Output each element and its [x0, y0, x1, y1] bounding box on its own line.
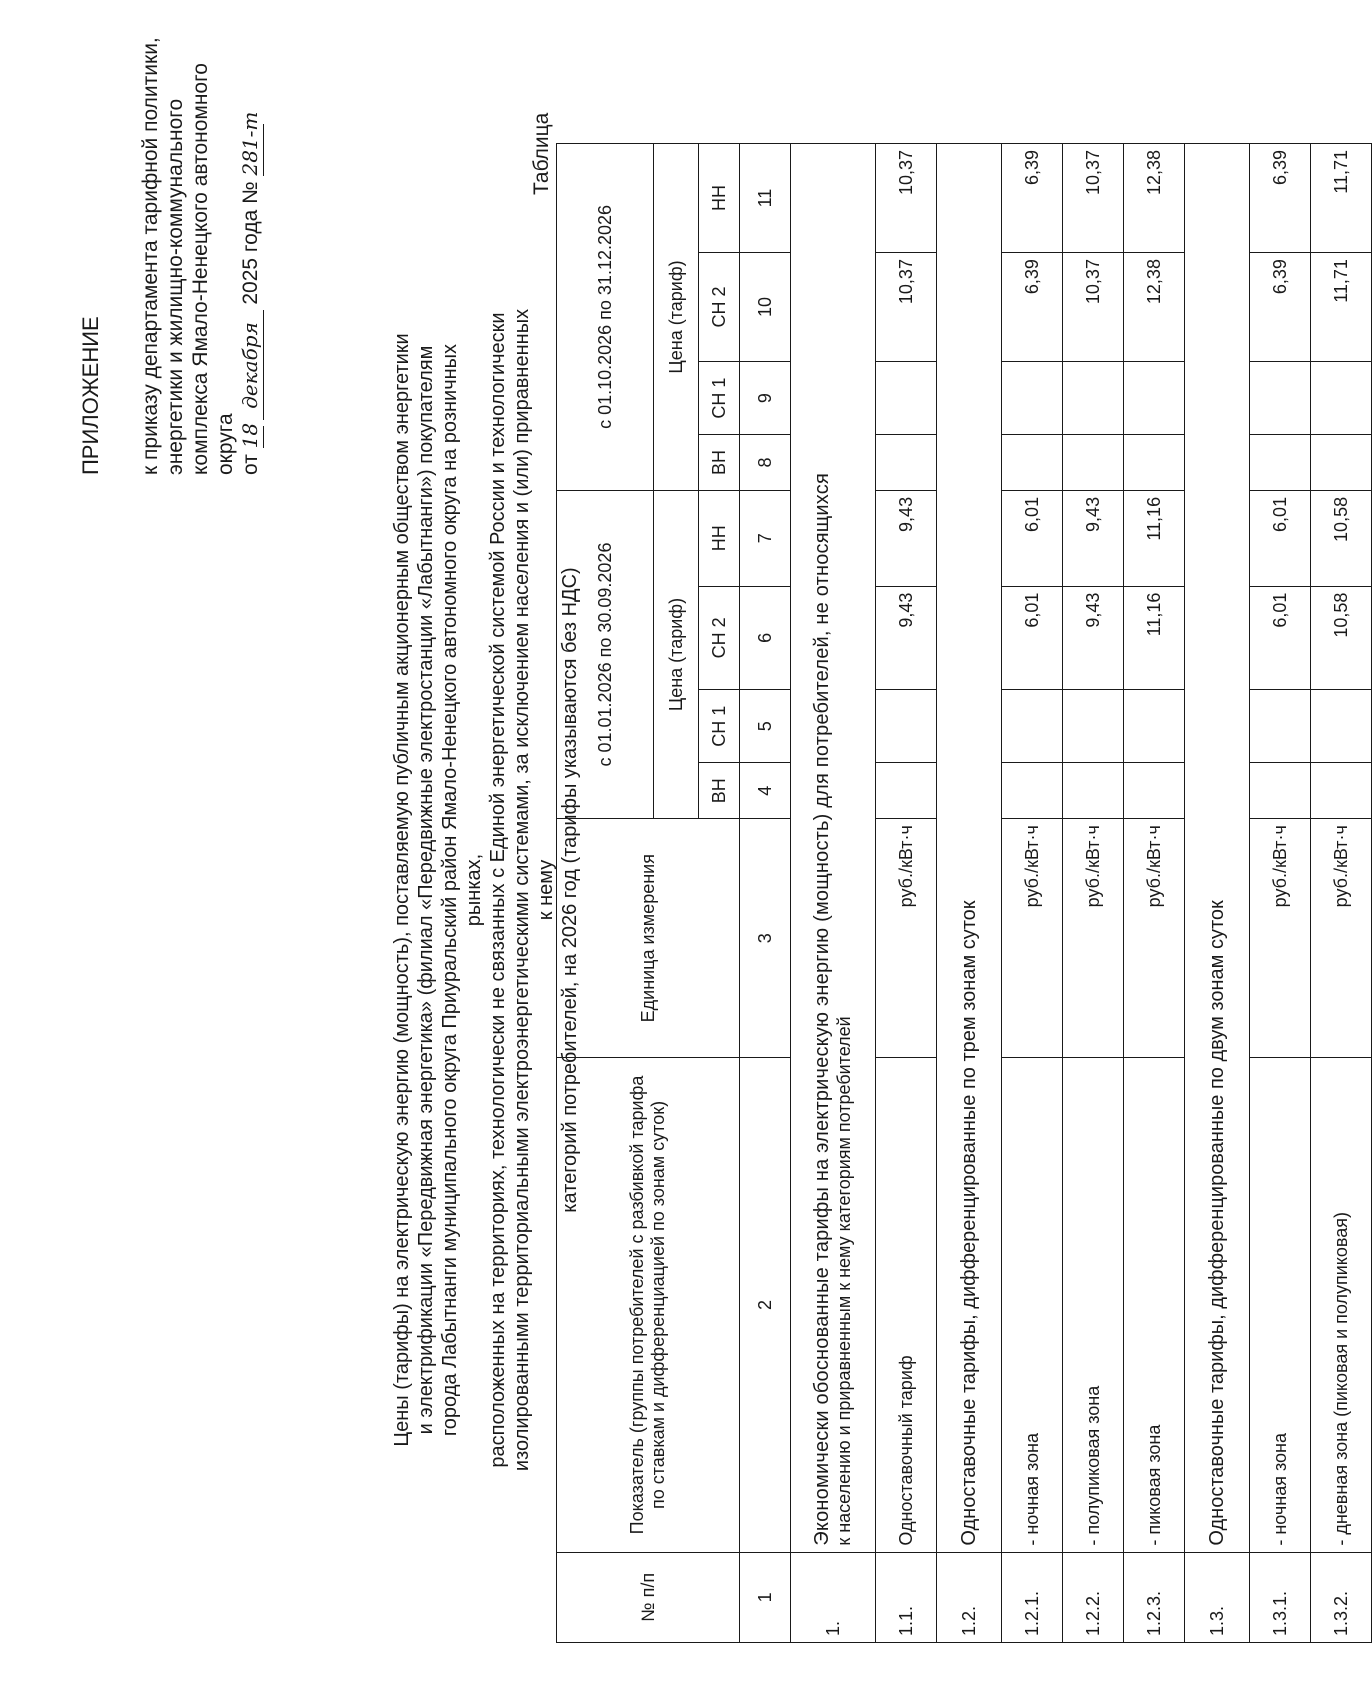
title-line: города Лабытнанги муниципального округа Приуральский район Ямало-Ненецкого автономного округа на розничных рынках, [439, 343, 485, 1437]
price-cell: 6,39 [1002, 144, 1063, 253]
table-row [1063, 144, 1124, 1643]
row-number: 1.3. [1185, 1552, 1250, 1642]
row-number: 1. [791, 1552, 876, 1642]
document-title [390, 305, 582, 1475]
row-number: 1.2.3. [1124, 1552, 1185, 1642]
approval-line: комплекса Ямало-Ненецкого автономного [189, 63, 212, 475]
approval-line: округа [214, 413, 237, 475]
table-row [876, 144, 937, 1643]
handwritten-month: декабря [238, 310, 264, 420]
price-cell [1002, 362, 1063, 435]
price-cell [1250, 763, 1311, 819]
section-row [791, 144, 876, 1643]
price-cell: 9,43 [876, 586, 937, 690]
header-period-1: с 01.01.2026 по 30.09.2026 [557, 490, 654, 818]
price-cell [1250, 362, 1311, 435]
price-cell: 10,37 [876, 253, 937, 362]
voltage-level: ВН [699, 435, 740, 491]
handwritten-order-number: 281-т [238, 111, 262, 176]
price-cell: 12,38 [1124, 253, 1185, 362]
price-cell [1063, 763, 1124, 819]
price-cell: 9,43 [1063, 586, 1124, 690]
date-prefix: от [239, 454, 262, 475]
price-cell: 11,71 [1311, 144, 1372, 253]
column-index: 8 [740, 435, 791, 491]
price-cell [1250, 435, 1311, 491]
price-cell [876, 763, 937, 819]
table-row [1250, 144, 1311, 1643]
column-index: 11 [740, 144, 791, 253]
price-cell [1063, 362, 1124, 435]
column-index: 6 [740, 586, 791, 690]
approval-line: к приказу департамента тарифной политики, [139, 37, 162, 475]
title-line: Цены (тарифы) на электрическую энергию (мощность), поставляемую публичным акционерным обществом энергетики [391, 333, 413, 1447]
section-title [791, 144, 876, 1553]
table-header-row [557, 144, 654, 1643]
price-cell: 10,58 [1311, 586, 1372, 690]
column-index: 9 [740, 362, 791, 435]
row-name: - дневная зона (пиковая и полупиковая) [1311, 1058, 1372, 1552]
price-cell [876, 435, 937, 491]
row-name: - ночная зона [1002, 1058, 1063, 1552]
column-index: 3 [740, 819, 791, 1058]
price-cell: 11,71 [1311, 253, 1372, 362]
section-title-line: Экономически обоснованные тарифы на электрическую энергию (мощность) для потребителей, не относящихся [811, 472, 833, 1546]
price-cell: 10,37 [1063, 144, 1124, 253]
price-cell [1002, 690, 1063, 763]
tariff-table [556, 143, 1372, 1643]
appendix-heading: ПРИЛОЖЕНИЕ [78, 316, 103, 475]
voltage-level: НН [699, 144, 740, 253]
row-name: Одноставочный тариф [876, 1058, 937, 1552]
price-cell: 9,43 [876, 490, 937, 586]
row-name: - полупиковая зона [1063, 1058, 1124, 1552]
section-title: Одноставочные тарифы, дифференцированные по двум зонам суток [1185, 144, 1250, 1553]
price-cell [1124, 435, 1185, 491]
price-cell: 10,58 [1311, 490, 1372, 586]
row-unit: руб./кВт·ч [1124, 819, 1185, 1058]
approval-date-line [238, 111, 264, 475]
price-cell [1002, 763, 1063, 819]
price-cell: 9,43 [1063, 490, 1124, 586]
price-cell: 11,16 [1124, 586, 1185, 690]
section-row [1185, 144, 1250, 1643]
row-unit: руб./кВт·ч [876, 819, 937, 1058]
row-name: - ночная зона [1250, 1058, 1311, 1552]
header-price-label: Цена (тариф) [654, 490, 699, 818]
row-unit: руб./кВт·ч [1063, 819, 1124, 1058]
price-cell [1063, 690, 1124, 763]
price-cell: 11,16 [1124, 490, 1185, 586]
header-number: № п/п [557, 1552, 740, 1642]
price-cell: 12,38 [1124, 144, 1185, 253]
column-index: 7 [740, 490, 791, 586]
row-number: 1.1. [876, 1552, 937, 1642]
table-label: Таблица [530, 112, 553, 195]
row-number: 1.3.2. [1311, 1552, 1372, 1642]
price-cell [876, 690, 937, 763]
price-cell [876, 362, 937, 435]
header-indicator: Показатель (группы потребителей с разбивкой тарифа по ставкам и дифференциацией по зонам суток) [557, 1058, 740, 1552]
price-cell: 6,01 [1250, 586, 1311, 690]
title-line: изолированными территориальными электроэнергетическими системами, за исключением населения и (или) приравненных к нему [511, 308, 557, 1472]
price-cell: 6,01 [1250, 490, 1311, 586]
approval-line: энергетики и жилищно-коммунального [164, 98, 187, 475]
price-cell [1124, 690, 1185, 763]
handwritten-day: 18 [238, 422, 262, 449]
price-cell: 6,01 [1002, 490, 1063, 586]
row-unit: руб./кВт·ч [1002, 819, 1063, 1058]
column-index-row [740, 144, 791, 1643]
row-number: 1.2.1. [1002, 1552, 1063, 1642]
header-price-label: Цена (тариф) [654, 144, 699, 491]
title-line: и электрификации «Передвижная энергетика» (филиал «Передвижные электростанции «Лабытнанги») покупателям [415, 345, 437, 1435]
header-unit: Единица измерения [557, 819, 740, 1058]
price-cell [1311, 362, 1372, 435]
column-index: 4 [740, 763, 791, 819]
voltage-level: СН 1 [699, 690, 740, 763]
price-cell [1063, 435, 1124, 491]
row-number: 1.3.1. [1250, 1552, 1311, 1642]
price-cell [1311, 763, 1372, 819]
title-line: категорий потребителей, на 2026 год (тарифы указываются без НДС) [559, 567, 581, 1213]
row-number: 1.2.2. [1063, 1552, 1124, 1642]
section-title: Одноставочные тарифы, дифференцированные по трем зонам суток [937, 144, 1002, 1553]
date-year-text: 2025 года № [239, 181, 262, 305]
section-title-line: к населению и приравненным к нему категориям потребителей [834, 1016, 854, 1546]
price-cell [1124, 362, 1185, 435]
voltage-level: СН 1 [699, 362, 740, 435]
price-cell [1002, 435, 1063, 491]
price-cell: 6,39 [1250, 253, 1311, 362]
column-index: 5 [740, 690, 791, 763]
table-row [1002, 144, 1063, 1643]
title-line: расположенных на территориях, технологически не связанных с Единой энергетической системой России и технологически [487, 312, 509, 1468]
voltage-level: ВН [699, 763, 740, 819]
price-cell [1124, 763, 1185, 819]
column-index: 1 [740, 1552, 791, 1642]
price-cell [1311, 435, 1372, 491]
table-row [1311, 144, 1372, 1643]
row-unit: руб./кВт·ч [1250, 819, 1311, 1058]
price-cell: 10,37 [1063, 253, 1124, 362]
price-cell: 6,39 [1250, 144, 1311, 253]
column-index: 10 [740, 253, 791, 362]
price-cell: 10,37 [876, 144, 937, 253]
section-row [937, 144, 1002, 1643]
price-cell: 6,39 [1002, 253, 1063, 362]
voltage-level: СН 2 [699, 253, 740, 362]
row-unit: руб./кВт·ч [1311, 819, 1372, 1058]
price-cell: 6,01 [1002, 586, 1063, 690]
voltage-level: НН [699, 490, 740, 586]
column-index: 2 [740, 1058, 791, 1552]
voltage-level: СН 2 [699, 586, 740, 690]
price-cell [1250, 690, 1311, 763]
row-number: 1.2. [937, 1552, 1002, 1642]
price-cell [1311, 690, 1372, 763]
row-name: - пиковая зона [1124, 1058, 1185, 1552]
header-period-2: с 01.10.2026 по 31.12.2026 [557, 144, 654, 491]
table-row [1124, 144, 1185, 1643]
